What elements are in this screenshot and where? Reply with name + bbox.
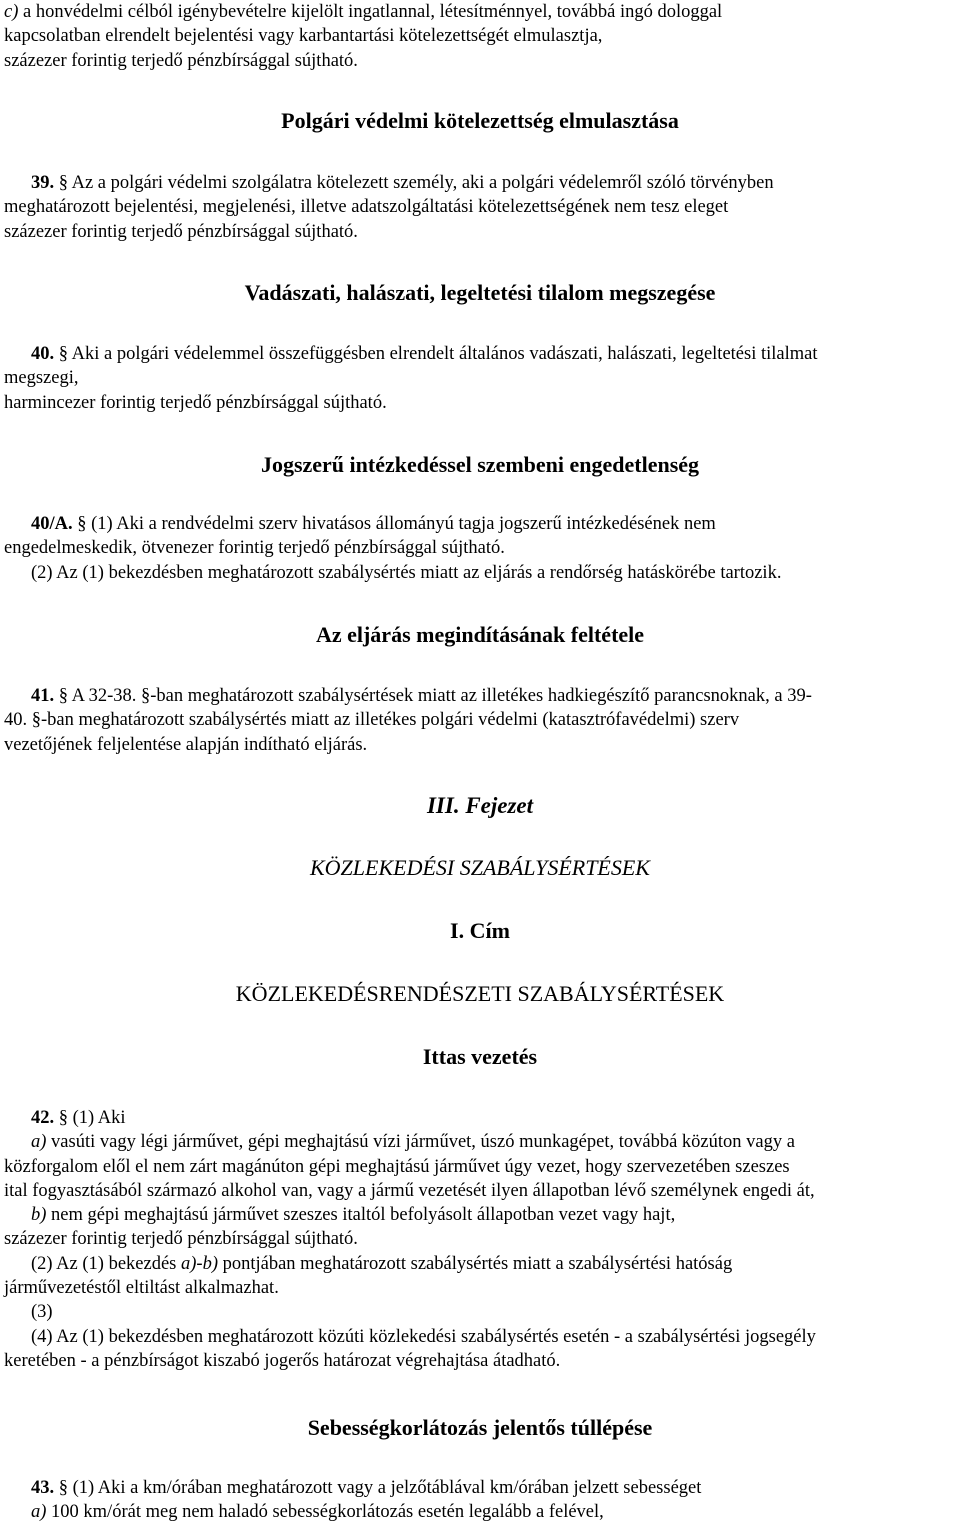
text-span: 40.: [4, 710, 32, 731]
paragraph-43: [4, 1476, 960, 1525]
section-number: 39.: [31, 173, 55, 193]
text-line: [4, 171, 960, 195]
section-heading: Az eljárás megindításának feltétele: [315, 622, 645, 647]
section-mark: §: [58, 173, 68, 193]
section-mark: §: [58, 1108, 68, 1128]
paragraph-39: [4, 171, 960, 244]
text-span: -ban meghatározott szabálysértések miatt az illetékes hadkiegészítő parancsnoknak, a 39-: [150, 686, 812, 706]
text-line: [4, 1476, 960, 1500]
section-heading: Polgári védelmi kötelezettség elmulasztása: [281, 108, 679, 133]
text-line: [4, 684, 960, 708]
text-line: [4, 708, 960, 732]
section-heading: Vadászati, halászati, legeltetési tilalom megszegése: [244, 280, 716, 305]
text-line: kapcsolatban elrendelt bejelentési vagy karbantartási kötelezettségét elmulasztja,: [4, 26, 603, 47]
section-heading: Jogszerű intézkedéssel szembeni engedetlenség: [260, 452, 700, 477]
text-span: (1) Aki a km/órában meghatározott vagy a jelzőtáblával km/órában jelzett sebességet: [68, 1478, 702, 1498]
text-line: (4) Az (1) bekezdésben meghatározott közúti közlekedési szabálysértés esetén - a szabálysértési jogsegély: [31, 1326, 816, 1347]
text-span: (1) Aki a rendvédelmi szerv hivatásos állományú tagja jogszerű intézkedésének nem: [86, 514, 716, 534]
text-span: (1) Aki: [68, 1108, 126, 1128]
text-span: vasúti vagy légi járművet, gépi meghajtású vízi járművet, úszó munkagépet, továbbá közúton vagy a: [46, 1132, 795, 1153]
text-line: [4, 1106, 960, 1130]
section-heading: Ittas vezetés: [422, 1044, 538, 1069]
section-mark: §: [31, 710, 41, 731]
section-mark: §: [58, 1478, 68, 1498]
chapter-title: KÖZLEKEDÉSI SZABÁLYSÉRTÉSEK: [310, 855, 650, 880]
text-line: vezetőjének feljelentése alapján indítható eljárás.: [4, 734, 368, 755]
text-span: Az a polgári védelmi szolgálatra kötelezett személy, aki a polgári védelemről szóló törvényben: [68, 173, 774, 193]
text-line: [4, 342, 960, 366]
text-span: A 32-38.: [68, 686, 141, 706]
text-line: [4, 512, 960, 536]
section-number: 43.: [31, 1478, 55, 1498]
text-line: engedelmeskedik, ötvenezer forintig terjedő pénzbírsággal sújtható.: [4, 538, 505, 559]
section-mark: §: [58, 344, 68, 364]
section-mark: §: [58, 686, 68, 706]
title-subheading: KÖZLEKEDÉSRENDÉSZETI SZABÁLYSÉRTÉSEK: [235, 981, 725, 1006]
text-line: [4, 1203, 960, 1227]
title-heading: I. Cím: [450, 918, 510, 943]
section-number: 40.: [31, 344, 55, 364]
section-mark: §: [140, 686, 151, 706]
text-line: (2) Az (1) bekezdésben meghatározott szabálysértés miatt az eljárás a rendőrség hatáskörébe tartozik.: [31, 562, 782, 583]
section-number: 40/A.: [31, 514, 73, 534]
section-number: 41.: [31, 686, 55, 706]
text-line: megszegi,: [4, 368, 79, 389]
paragraph-40a: [4, 512, 960, 585]
paragraph-41: [4, 684, 960, 757]
text-line: százezer forintig terjedő pénzbírsággal sújtható.: [4, 221, 358, 242]
item-label: a): [31, 1502, 47, 1523]
text-line: [4, 0, 960, 24]
text-span: Aki a polgári védelemmel összefüggésben elrendelt általános vadászati, halászati, legeltetési tilalmat: [68, 344, 818, 364]
section-number: 42.: [31, 1108, 55, 1128]
section-mark: §: [77, 514, 87, 534]
text-line: járművezetéstől eltiltást alkalmazhat.: [4, 1278, 279, 1299]
text-line: [4, 1252, 960, 1276]
paragraph-42: [4, 1106, 960, 1373]
text-line: harmincezer forintig terjedő pénzbírsággal sújtható.: [4, 392, 387, 413]
text-line: közforgalom elől el nem zárt magánúton gépi meghajtású járművet úgy vezet, hogy szervezetében szeszes: [4, 1156, 790, 1177]
text-span: -ban meghatározott szabálysértés miatt az illetékes polgári védelmi (katasztrófavédelmi) szerv: [41, 710, 740, 731]
chapter-heading: III. Fejezet: [426, 793, 534, 818]
text-span: nem gépi meghajtású járművet szeszes italtól befolyásolt állapotban vezet vagy hajt,: [46, 1205, 676, 1226]
text-line: [4, 1130, 960, 1154]
text-line: százezer forintig terjedő pénzbírsággal sújtható.: [4, 1229, 358, 1250]
text-span: (2) Az (1) bekezdés: [31, 1253, 181, 1274]
text-line: ital fogyasztásából származó alkohol van, vagy a jármű vezetését ilyen állapotban lévő személynek engedi át,: [4, 1180, 815, 1201]
item-label: b): [31, 1205, 47, 1226]
text-span: a honvédelmi célból igénybevételre kijelölt ingatlannal, létesítménnyel, továbbá ingó dologgal: [18, 2, 723, 22]
item-reference: a)-b): [181, 1253, 218, 1274]
item-label: c): [4, 2, 19, 22]
text-line: [4, 1500, 960, 1524]
paragraph-c-item: [4, 0, 960, 73]
text-span: 100 km/órát meg nem haladó sebességkorlátozás esetén legalább a felével,: [46, 1502, 604, 1523]
text-line: százezer forintig terjedő pénzbírsággal sújtható.: [4, 50, 358, 71]
text-line: meghatározott bejelentési, megjelenési, illetve adatszolgáltatási kötelezettségének nem tesz eleget: [4, 197, 729, 218]
paragraph-40: [4, 342, 960, 415]
item-label: a): [31, 1132, 47, 1153]
section-heading: Sebességkorlátozás jelentős túllépése: [307, 1415, 653, 1440]
text-span: pontjában meghatározott szabálysértés miatt a szabálysértési hatóság: [217, 1253, 733, 1274]
text-line: keretében - a pénzbírságot kiszabó jogerős határozat végrehajtása átadható.: [4, 1350, 561, 1371]
text-line: (3): [31, 1302, 53, 1323]
